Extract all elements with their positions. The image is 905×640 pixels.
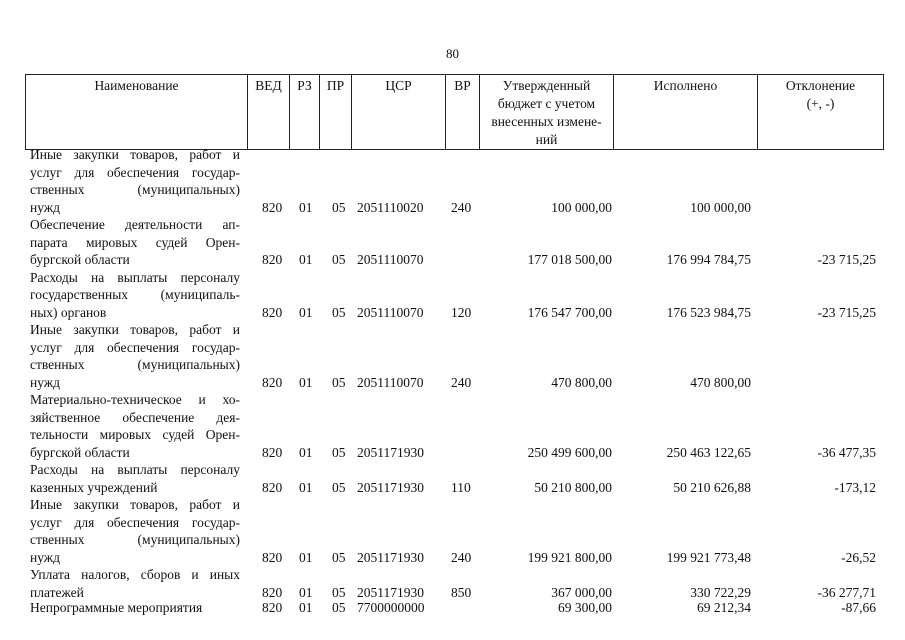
row-name-line: платежей (30, 584, 84, 600)
row-name (30, 566, 240, 601)
cell-csr: 2051110070 (357, 304, 424, 320)
cell-approved: 250 499 600,00 (527, 444, 612, 460)
row-name (30, 269, 240, 322)
cell-deviation: -26,52 (841, 549, 876, 565)
header-deviation-line: (+, -) (806, 96, 835, 111)
cell-rz: 01 (299, 304, 313, 320)
cell-approved: 470 800,00 (551, 374, 612, 390)
cell-pr: 05 (332, 584, 346, 600)
row-name-line: Уплата налогов, сборов и иных (30, 567, 240, 582)
cell-csr: 2051171930 (357, 479, 424, 495)
cell-executed: 176 523 984,75 (666, 304, 751, 320)
row-name-line: ственных (муниципальных) (30, 532, 240, 547)
row-name-line: Обеспечение деятельности ап- (30, 217, 240, 232)
cell-approved: 199 921 800,00 (527, 549, 612, 565)
header-vr: ВР (446, 75, 480, 150)
cell-rz: 01 (299, 549, 313, 565)
row-name-line: бургской области (30, 252, 130, 267)
row-name (30, 146, 240, 216)
cell-ved: 820 (262, 199, 283, 215)
cell-approved: 176 547 700,00 (527, 304, 612, 320)
header-rz: РЗ (290, 75, 320, 150)
row-name-line: услуг для обеспечения государ- (30, 164, 240, 180)
cell-deviation: -36 477,35 (817, 444, 876, 460)
cell-vr: 240 (451, 374, 472, 390)
cell-approved: 69 300,00 (558, 600, 612, 615)
cell-pr: 05 (332, 304, 346, 320)
row-name (30, 216, 240, 269)
cell-rz: 01 (299, 374, 313, 390)
cell-pr: 05 (332, 444, 346, 460)
cell-deviation: -36 277,71 (817, 584, 876, 600)
row-name-line: нужд (30, 374, 60, 390)
cell-vr: 110 (451, 479, 471, 495)
cell-vr: 240 (451, 199, 472, 215)
row-name-line: тельности мировых судей Орен- (30, 427, 240, 442)
cell-vr: 240 (451, 549, 472, 565)
cell-ved: 820 (262, 479, 283, 495)
cell-csr: 2051171930 (357, 549, 424, 565)
cell-pr: 05 (332, 199, 346, 215)
cell-approved: 100 000,00 (551, 199, 612, 215)
row-name (30, 496, 240, 566)
cell-ved: 820 (262, 444, 283, 460)
row-name-line: услуг для обеспечения государ- (30, 339, 240, 355)
cell-deviation: -23 715,25 (817, 252, 876, 267)
cell-executed: 100 000,00 (690, 199, 751, 215)
cell-ved: 820 (262, 600, 283, 615)
header-ved: ВЕД (248, 75, 290, 150)
cell-executed: 250 463 122,65 (666, 444, 751, 460)
row-name-line: Расходы на выплаты персоналу (30, 462, 240, 477)
cell-ved: 820 (262, 584, 283, 600)
cell-pr: 05 (332, 600, 346, 615)
cell-csr: 7700000000 (357, 600, 425, 615)
row-name-line: Непрограммные мероприятия (30, 600, 203, 615)
page-number: 80 (446, 46, 459, 61)
header-pr: ПР (320, 75, 352, 150)
row-name (30, 321, 240, 391)
row-name-line: ственных (муниципальных) (30, 357, 240, 372)
cell-pr: 05 (332, 252, 346, 267)
cell-executed: 69 212,34 (697, 600, 751, 615)
row-name-line: Иные закупки товаров, работ и (30, 322, 240, 337)
row-name-line: ных) органов (30, 304, 107, 320)
row-name (30, 599, 240, 617)
cell-approved: 177 018 500,00 (527, 252, 612, 267)
cell-rz: 01 (299, 584, 313, 600)
cell-vr: 850 (451, 584, 472, 600)
row-name-line: Расходы на выплаты персоналу (30, 269, 240, 285)
cell-csr: 2051110070 (357, 374, 424, 390)
header-approved-line: Утвержденный (502, 78, 591, 93)
row-name-line: Иные закупки товаров, работ и (30, 497, 240, 512)
cell-pr: 05 (332, 479, 346, 495)
header-approved-line: внесенных измене- (491, 114, 602, 129)
header-name: Наименование (26, 75, 248, 150)
row-name-line: парата мировых судей Орен- (30, 234, 240, 250)
cell-rz: 01 (299, 600, 313, 615)
cell-deviation: -87,66 (841, 600, 876, 615)
row-name-line: зяйственное обеспечение дея- (30, 409, 240, 425)
row-name-line: бургской области (30, 444, 130, 460)
header-deviation-line: Отклонение (785, 78, 856, 93)
cell-rz: 01 (299, 252, 313, 267)
cell-executed: 176 994 784,75 (666, 252, 751, 267)
header-csr: ЦСР (352, 75, 446, 150)
header-approved-line: бюджет с учетом (497, 96, 596, 111)
row-name-line: услуг для обеспечения государ- (30, 514, 240, 530)
cell-csr: 2051171930 (357, 444, 424, 460)
cell-deviation: -173,12 (834, 479, 876, 495)
cell-vr: 120 (451, 304, 472, 320)
cell-approved: 367 000,00 (551, 584, 612, 600)
cell-deviation: -23 715,25 (817, 304, 876, 320)
cell-csr: 2051110070 (357, 252, 424, 267)
cell-executed: 199 921 773,48 (666, 549, 751, 565)
row-name-line: Иные закупки товаров, работ и (30, 147, 240, 162)
cell-ved: 820 (262, 374, 283, 390)
row-name-line: Материально-техническое и хо- (30, 392, 240, 407)
row-name-line: казенных учреждений (30, 479, 158, 495)
row-name-line: государственных (муниципаль- (30, 287, 240, 302)
row-name-line: ственных (муниципальных) (30, 182, 240, 197)
row-name-line: нужд (30, 199, 60, 215)
cell-pr: 05 (332, 374, 346, 390)
cell-ved: 820 (262, 252, 283, 267)
cell-rz: 01 (299, 199, 313, 215)
cell-rz: 01 (299, 479, 313, 495)
row-name (30, 391, 240, 461)
cell-ved: 820 (262, 549, 283, 565)
row-name-line: нужд (30, 549, 60, 565)
cell-executed: 50 210 626,88 (673, 479, 751, 495)
cell-rz: 01 (299, 444, 313, 460)
cell-approved: 50 210 800,00 (534, 479, 612, 495)
row-name (30, 461, 240, 496)
cell-csr: 2051171930 (357, 584, 424, 600)
header-executed: Исполнено (614, 75, 758, 150)
cell-executed: 470 800,00 (690, 374, 751, 390)
cell-executed: 330 722,29 (690, 584, 751, 600)
header-approved-line: ний (535, 132, 558, 147)
cell-pr: 05 (332, 549, 346, 565)
cell-csr: 2051110020 (357, 199, 424, 215)
cell-ved: 820 (262, 304, 283, 320)
